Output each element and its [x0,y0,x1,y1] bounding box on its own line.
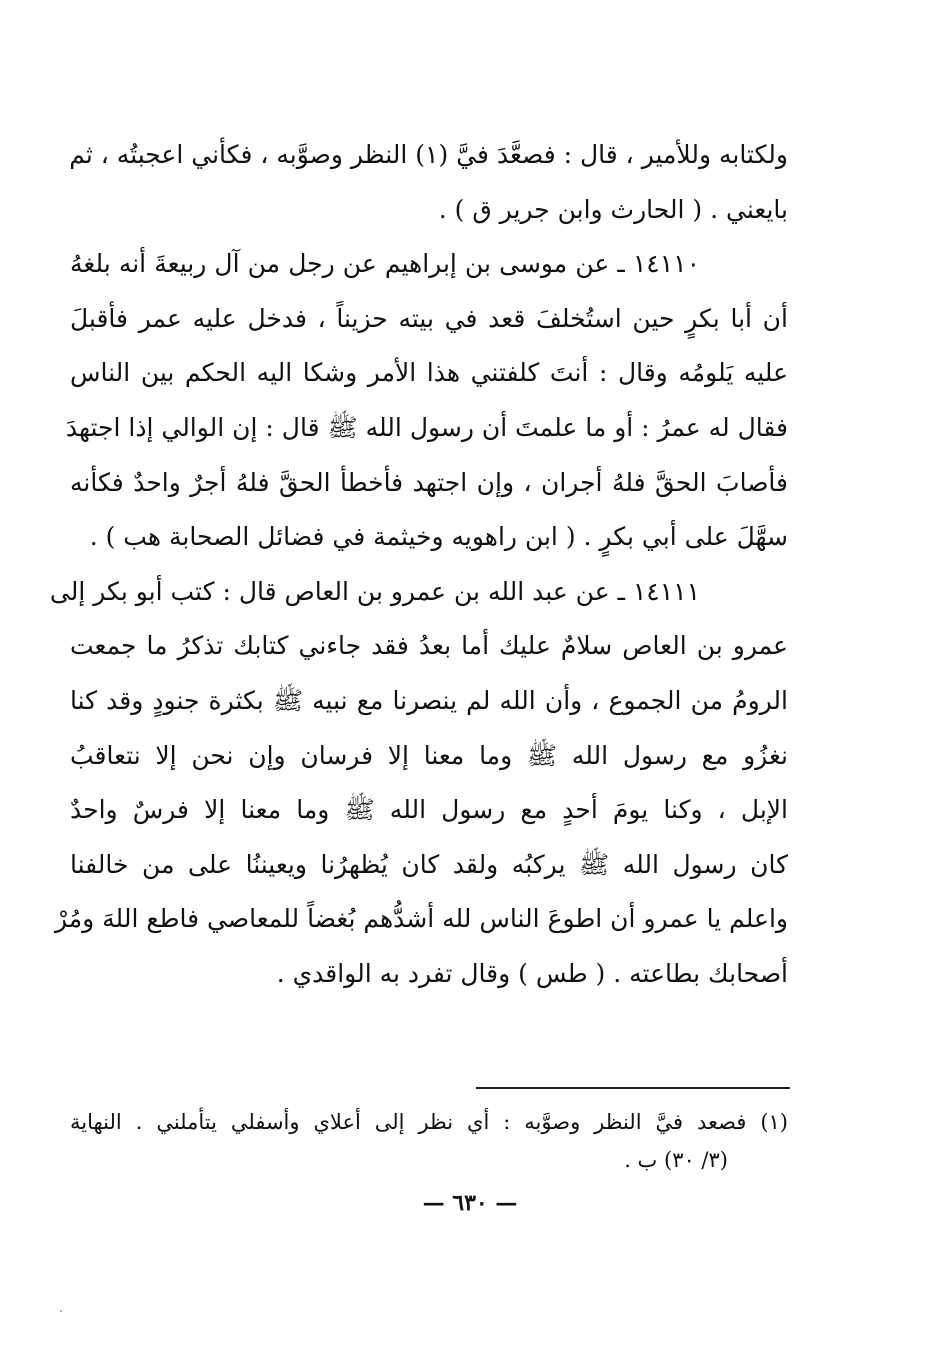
text-line: كان رسول الله ﷺ يركبُه ولقد كان يُظهرُنا ويعيننُا على من خالفنا [70,849,788,879]
text-line: عليه يَلومُه وقال : أنتَ كلفتني هذا الأمر وشكا اليه الحكم بين الناس [70,358,788,388]
text-line: سهَّلَ على أبي بكرٍ . ( ابن راهويه وخيثمة في فضائل الصحابة هب ) . [89,522,788,552]
footnote-line: (١) فصعد فيَّ النظر وصوَّبه : أي نظر إلى أعلاي وأسفلي يتأملني . النهاية [70,1110,788,1134]
footnote-line: (٣/ ٣٠) ب . [624,1148,728,1172]
text-line: بايعني . ( الحارث وابن جرير ق ) . [438,194,788,224]
text-line: واعلم يا عمرو أن اطوعَ الناس لله أشدُّهم بُغضاً للمعاصي فاطع اللهَ ومُرْ [54,904,788,934]
text-line: الرومُ من الجموع ، وأن الله لم ينصرنا مع نبيه ﷺ بكثرة جنودٍ وقد كنا [70,685,788,715]
text-line: نغزُو مع رسول الله ﷺ وما معنا إلا فرسان وإن نحن إلا نتعاقبُ [70,740,788,770]
text-line: أن أبا بكرٍ حين استُخلفَ قعد في بيته حزيناً ، فدخل عليه عمر فأقبلَ [70,303,788,333]
text-line: عمرو بن العاص سلامٌ عليك أما بعدُ فقد جاءني كتابك تذكرُ ما جمعت [70,631,788,661]
text-line: أصحابك بطاعته . ( طس ) وقال تفرد به الواقدي . [276,958,788,988]
body-text [49,128,788,1002]
footnote [70,1103,788,1179]
scan-speck [60,1310,62,1312]
page-number: — ٦٣٠ — [422,1190,518,1216]
text-line: فقال له عمرُ : أو ما علمتَ أن رسول الله ﷺ قال : إن الوالي إذا اجتهدَ [65,412,788,442]
text-line: فأصابَ الحقَّ فلهُ أجران ، وإن اجتهد فأخطأ الحقَّ فلهُ أجرٌ واحدٌ فكأنه [70,467,788,497]
footnote-divider [476,1087,790,1089]
text-line: ولكتابه وللأمير ، قال : فصعَّدَ فيَّ (١) النظر وصوَّبه ، فكأني اعجبتُه ، ثم [69,140,788,169]
hadith-number-line: ١٤١١١ ـ عن عبد الله بن عمرو بن العاص قال : كتب أبو بكر إلى [49,576,700,606]
text-line: الإبل ، وكنا يومَ أحدٍ مع رسول الله ﷺ وما معنا إلا فرسٌ واحدٌ [70,795,788,825]
hadith-number-line: ١٤١١٠ ـ عن موسى بن إبراهيم عن رجل من آل ربيعةَ أنه بلغهُ [70,249,700,279]
